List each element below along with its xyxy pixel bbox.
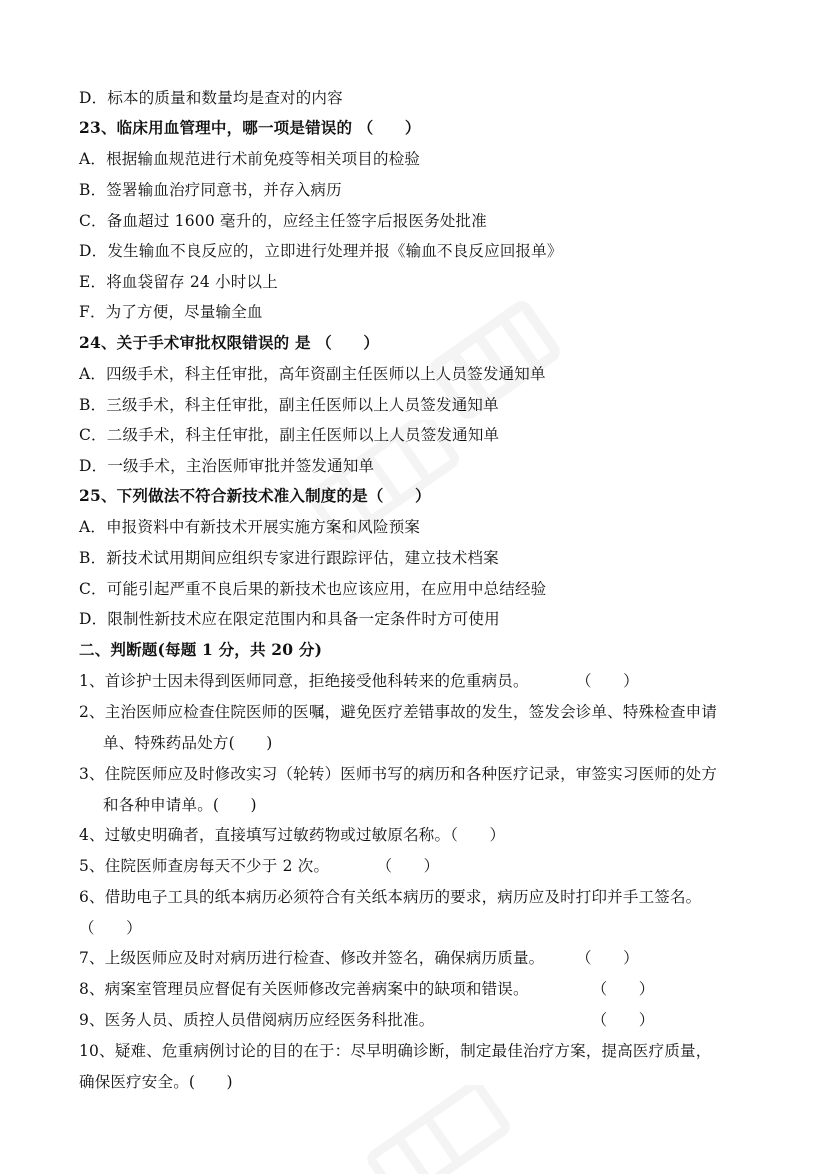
question-title: 23、临床用血管理中，哪一项是错误的 （ ） bbox=[79, 118, 421, 137]
option-line: A．四级手术，科主任审批，高年资副主任医师以上人员签发通知单 bbox=[79, 365, 546, 383]
judgment-item: 5、住院医师查房每天不少于 2 次。 （ ） bbox=[79, 857, 440, 875]
judgment-item: 8、病案室管理员应督促有关医师修改完善病案中的缺项和错误。 （ ） bbox=[79, 980, 655, 998]
judgment-item: 2、主治医师应检查住院医师的医嘱，避免医疗差错事故的发生，签发会诊单、特殊检查申请 bbox=[79, 703, 718, 721]
option-line: E．将血袋留存 24 小时以上 bbox=[79, 273, 278, 291]
option-line: C．二级手术，科主任审批，副主任医师以上人员签发通知单 bbox=[79, 426, 500, 444]
judgment-item: 4、过敏史明确者，直接填写过敏药物或过敏原名称。（ ） bbox=[79, 826, 506, 844]
judgment-item-continued: 确保医疗安全。( ) bbox=[79, 1073, 233, 1091]
judgment-item: 6、借助电子工具的纸本病历必须符合有关纸本病历的要求，病历应及时打印并手工签名。 bbox=[79, 888, 702, 906]
option-line: A．根据输血规范进行术前免疫等相关项目的检验 bbox=[79, 150, 421, 168]
section-heading: 二、判断题(每题 1 分，共 20 分) bbox=[79, 640, 323, 659]
judgment-item: 9、医务人员、质控人员借阅病历应经医务科批准。 （ ） bbox=[79, 1011, 655, 1029]
option-line: F．为了方便，尽量输全血 bbox=[79, 303, 263, 321]
judgment-item-continued: 单、特殊药品处方( ) bbox=[103, 734, 273, 752]
judgment-item: 7、上级医师应及时对病历进行检查、修改并签名，确保病历质量。 （ ） bbox=[79, 949, 639, 967]
judgment-item-continued: （ ） bbox=[79, 919, 142, 937]
option-line: B．三级手术，科主任审批，副主任医师以上人员签发通知单 bbox=[79, 396, 499, 414]
question-title: 24、关于手术审批权限错误的 是 （ ） bbox=[79, 333, 380, 352]
option-line: A．申报资料中有新技术开展实施方案和风险预案 bbox=[79, 518, 421, 536]
option-line: C．可能引起严重不良后果的新技术也应该应用，在应用中总结经验 bbox=[79, 580, 547, 598]
option-line: B．签署输血治疗同意书，并存入病历 bbox=[79, 181, 342, 199]
question-title: 25、下列做法不符合新技术准入制度的是（ ） bbox=[79, 486, 431, 505]
judgment-item: 3、住院医师应及时修改实习（轮转）医师书写的病历和各种医疗记录，审签实习医师的处方 bbox=[79, 765, 718, 783]
option-line: D．发生输血不良反应的，立即进行处理并报《输血不良反应回报单》 bbox=[79, 242, 563, 260]
judgment-item: 10、疑难、危重病例讨论的目的在于：尽早明确诊断，制定最佳治疗方案，提高医疗质量， bbox=[79, 1042, 712, 1060]
judgment-item-continued: 和各种申请单。( ) bbox=[103, 796, 257, 814]
watermark-icon bbox=[360, 1085, 520, 1174]
option-line: B．新技术试用期间应组织专家进行跟踪评估，建立技术档案 bbox=[79, 549, 499, 567]
option-line: D．标本的质量和数量均是查对的内容 bbox=[79, 89, 343, 107]
judgment-item: 1、首诊护士因未得到医师同意，拒绝接受他科转来的危重病员。 （ ） bbox=[79, 672, 639, 690]
option-line: D．限制性新技术应在限定范围内和具备一定条件时方可使用 bbox=[79, 610, 500, 628]
option-line: C．备血超过 1600 毫升的，应经主任签字后报医务处批准 bbox=[79, 212, 487, 230]
option-line: D．一级手术，主治医师审批并签发通知单 bbox=[79, 457, 375, 475]
